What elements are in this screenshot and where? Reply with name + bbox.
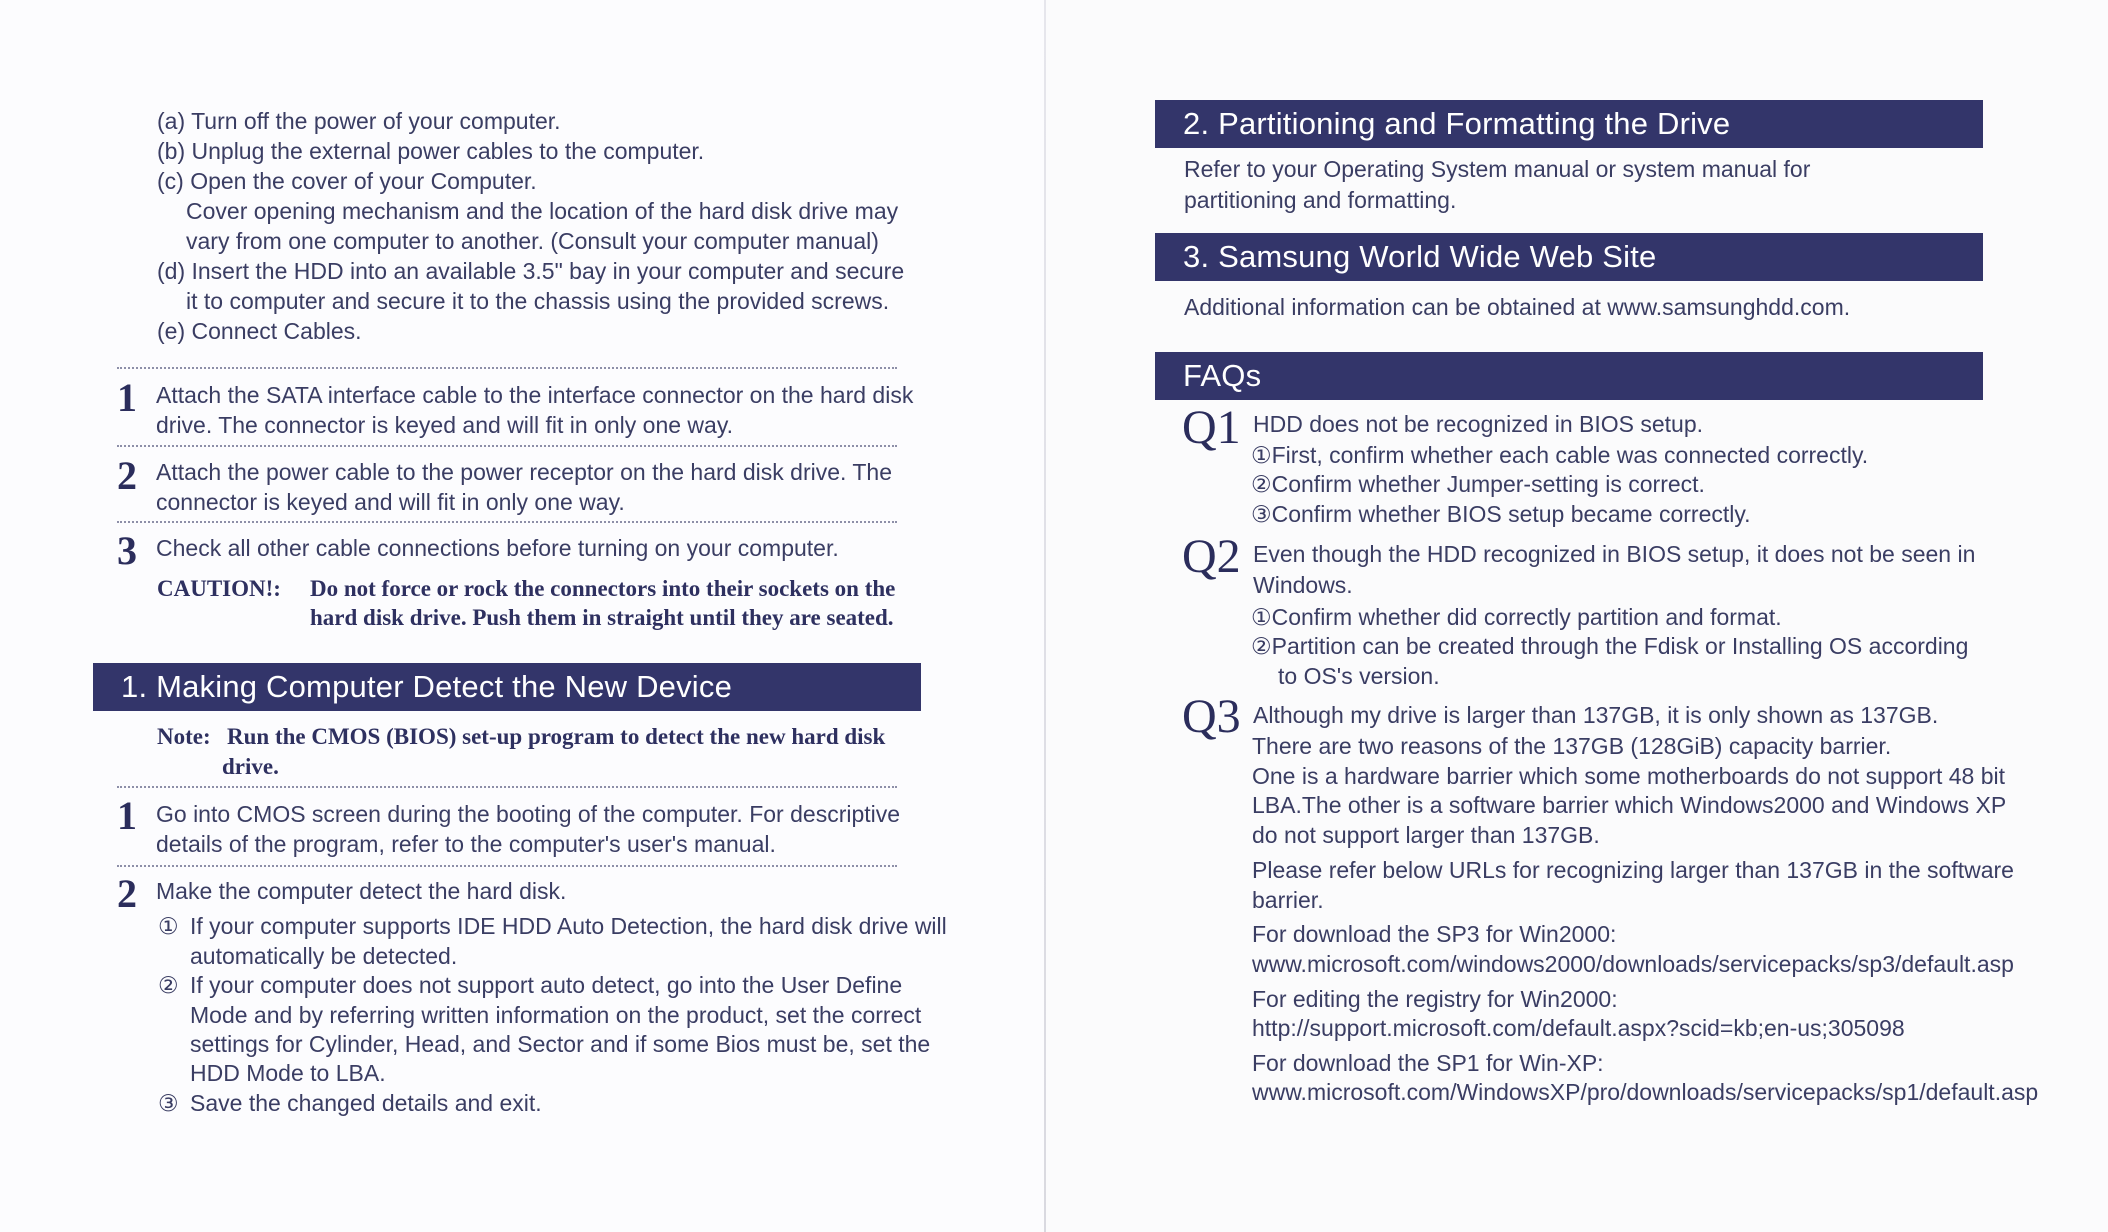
intro-line-d2: it to computer and secure it to the chassis using the provided screws. [186, 288, 890, 314]
divider [117, 865, 897, 867]
intro-line-a: (a) Turn off the power of your computer. [157, 108, 561, 134]
intro-line-c3: vary from one computer to another. (Consult your computer manual) [186, 228, 879, 254]
faq-q3-text: For download the SP1 for Win-XP: [1252, 1050, 1604, 1076]
step-number: 3 [117, 528, 137, 573]
step-text: Attach the power cable to the power receptor on the hard disk drive. The [156, 459, 892, 485]
faq-q1-question: HDD does not be recognized in BIOS setup. [1253, 411, 1704, 437]
note-text: Run the CMOS (BIOS) set-up program to detect the new hard disk [227, 724, 886, 749]
faq-q3-text: There are two reasons of the 137GB (128GiB) capacity barrier. [1252, 733, 1892, 759]
divider [117, 367, 897, 369]
sub-item-text: If your computer supports IDE HDD Auto Detection, the hard disk drive will [190, 913, 947, 939]
sub-item-text: automatically be detected. [190, 943, 458, 969]
faq-q2-label: Q2 [1182, 530, 1241, 583]
faqs-heading: FAQs [1155, 352, 1983, 400]
intro-line-c: (c) Open the cover of your Computer. [157, 168, 537, 194]
faq-q3-text: Please refer below URLs for recognizing larger than 137GB in the software [1252, 857, 2014, 883]
divider [117, 521, 897, 523]
sub-item-mark: ① [158, 913, 179, 939]
faq-q2-item: ①Confirm whether did correctly partition and format. [1251, 604, 1782, 630]
faq-q3-text: For download the SP3 for Win2000: [1252, 921, 1617, 947]
divider [117, 445, 897, 447]
faq-q2-question: Windows. [1253, 572, 1353, 598]
note-label: Note: [157, 724, 211, 749]
faq-q3-text: barrier. [1252, 887, 1324, 913]
faq-q1-item: ②Confirm whether Jumper-setting is correct. [1251, 471, 1705, 497]
faq-q3-text: do not support larger than 137GB. [1252, 822, 1600, 848]
caution-label: CAUTION!: [157, 576, 281, 601]
left-page [0, 0, 1046, 1232]
sub-item-text: Mode and by referring written information on the product, set the correct [190, 1002, 922, 1028]
step-text: Attach the SATA interface cable to the interface connector on the hard disk [156, 382, 914, 408]
step-text: Check all other cable connections before turning on your computer. [156, 535, 839, 561]
step-number: 1 [117, 375, 137, 420]
step-text: Make the computer detect the hard disk. [156, 878, 567, 904]
faq-q1-label: Q1 [1182, 401, 1241, 454]
section-3-text: Additional information can be obtained at www.samsunghdd.com. [1184, 294, 1851, 320]
step-text: details of the program, refer to the computer's user's manual. [156, 831, 776, 857]
divider [117, 786, 897, 788]
step-number: 2 [117, 871, 137, 916]
faq-q3-label: Q3 [1182, 690, 1241, 743]
section-2-heading: 2. Partitioning and Formatting the Drive [1155, 100, 1983, 148]
faq-q3-text: For editing the registry for Win2000: [1252, 986, 1618, 1012]
step-text: drive. The connector is keyed and will fit in only one way. [156, 412, 733, 438]
step-number: 2 [117, 453, 137, 498]
caution-text: hard disk drive. Push them in straight until they are seated. [310, 605, 894, 630]
faq-q1-item: ①First, confirm whether each cable was connected correctly. [1251, 442, 1869, 468]
faq-q3-link: http://support.microsoft.com/default.aspx?scid=kb;en-us;305098 [1252, 1015, 1905, 1041]
section-3-heading: 3. Samsung World Wide Web Site [1155, 233, 1983, 281]
sub-item-text: HDD Mode to LBA. [190, 1060, 386, 1086]
sub-item-text: If your computer does not support auto detect, go into the User Define [190, 972, 903, 998]
step-text: connector is keyed and will fit in only one way. [156, 489, 625, 515]
sub-item-mark: ③ [158, 1090, 179, 1116]
step-number: 1 [117, 793, 137, 838]
faq-q3-text: One is a hardware barrier which some motherboards do not support 48 bit [1252, 763, 2006, 789]
section-1-heading: 1. Making Computer Detect the New Device [93, 663, 921, 711]
faq-q3-link: www.microsoft.com/windows2000/downloads/servicepacks/sp3/default.asp [1252, 951, 2014, 977]
sub-item-text: settings for Cylinder, Head, and Sector and if some Bios must be, set the [190, 1031, 931, 1057]
faq-q2-item: ②Partition can be created through the Fdisk or Installing OS according [1251, 633, 1969, 659]
step-text: Go into CMOS screen during the booting of the computer. For descriptive [156, 801, 901, 827]
faq-q3-text: Although my drive is larger than 137GB, it is only shown as 137GB. [1253, 702, 1939, 728]
intro-line-b: (b) Unplug the external power cables to the computer. [157, 138, 705, 164]
faq-q1-item: ③Confirm whether BIOS setup became correctly. [1251, 501, 1751, 527]
section-2-text: partitioning and formatting. [1184, 187, 1457, 213]
faq-q2-question: Even though the HDD recognized in BIOS setup, it does not be seen in [1253, 541, 1976, 567]
intro-line-c2: Cover opening mechanism and the location of the hard disk drive may [186, 198, 899, 224]
note-text: drive. [222, 754, 279, 779]
sub-item-text: Save the changed details and exit. [190, 1090, 542, 1116]
intro-line-e: (e) Connect Cables. [157, 318, 362, 344]
sub-item-mark: ② [158, 972, 179, 998]
right-page [1046, 0, 2108, 1232]
caution-text: Do not force or rock the connectors into their sockets on the [310, 576, 896, 601]
faq-q3-link: www.microsoft.com/WindowsXP/pro/downloads/servicepacks/sp1/default.asp [1252, 1079, 2039, 1105]
faq-q2-item: to OS's version. [1278, 663, 1440, 689]
intro-line-d: (d) Insert the HDD into an available 3.5" bay in your computer and secure [157, 258, 905, 284]
section-2-text: Refer to your Operating System manual or system manual for [1184, 156, 1811, 182]
faq-q3-text: LBA.The other is a software barrier which Windows2000 and Windows XP [1252, 792, 2007, 818]
